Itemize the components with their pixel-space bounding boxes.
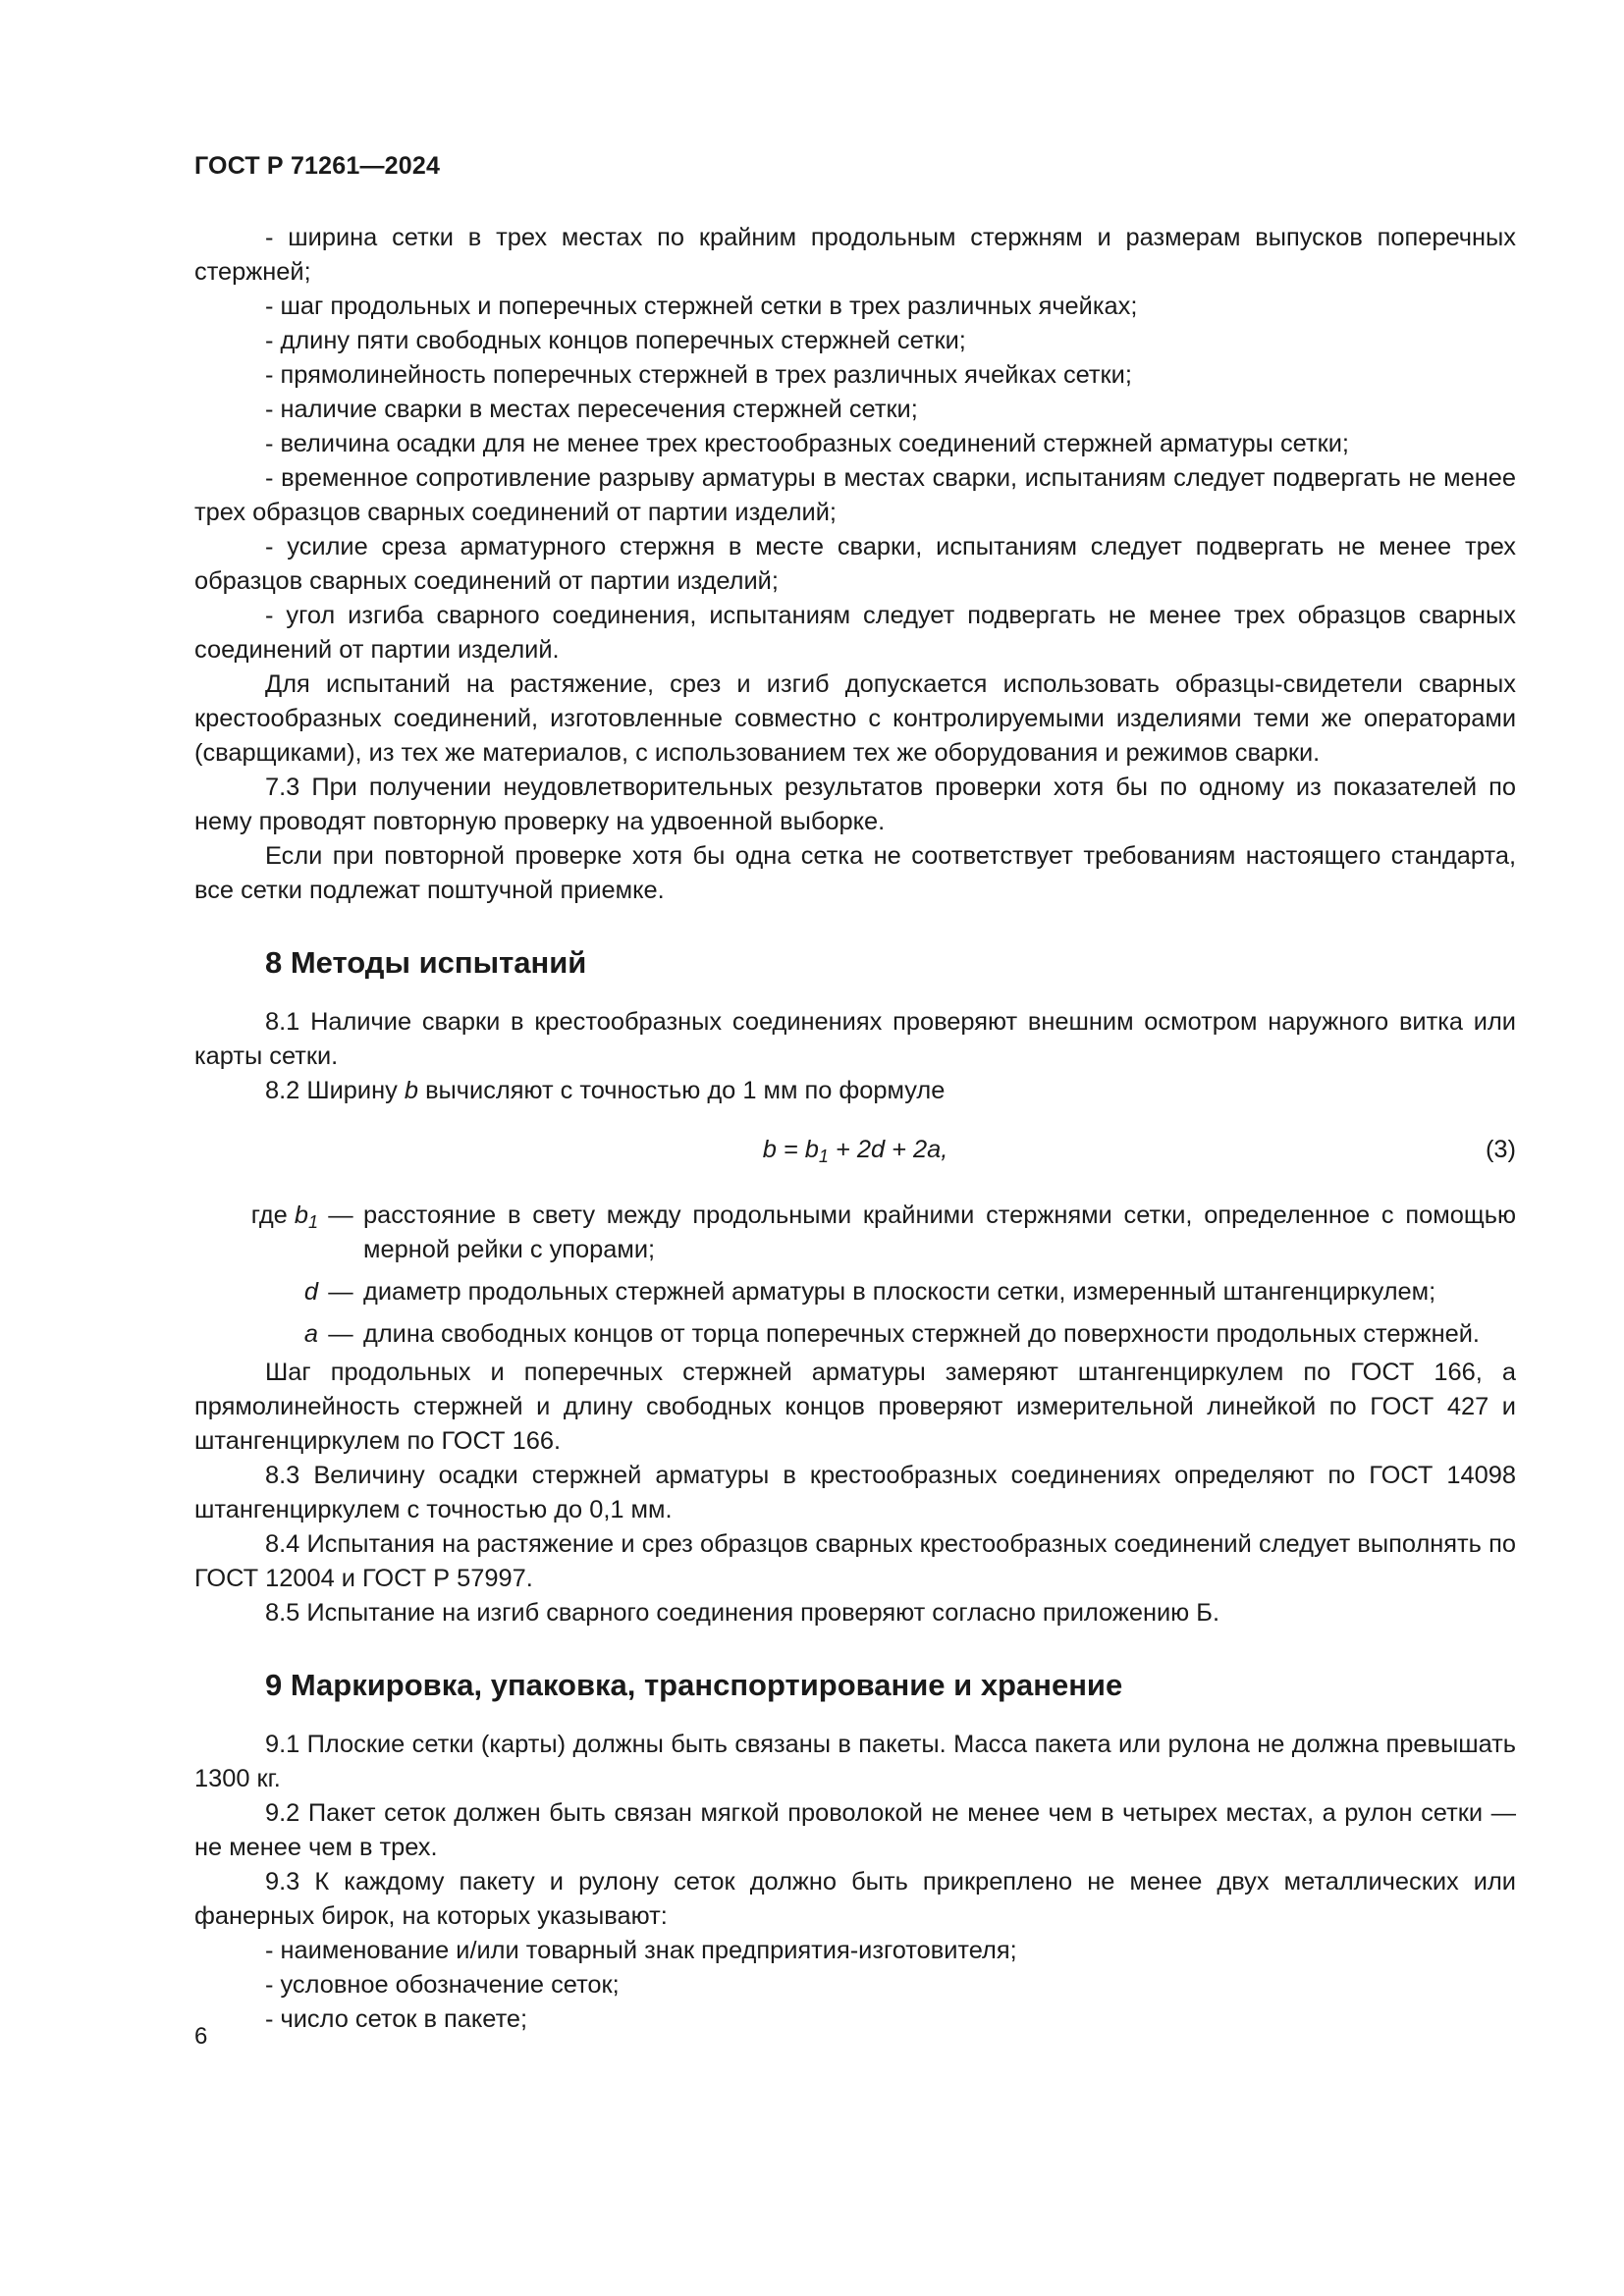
list-item: - прямолинейность поперечных стержней в трех различных ячейках сетки;: [265, 361, 1132, 389]
paragraph-9-2: 9.2 Пакет сеток должен быть связан мягкой проволокой не менее чем в четырех местах, а рулон сетки — не менее чем в трех.: [194, 1799, 1516, 1861]
list-item: - наличие сварки в местах пересечения стержней сетки;: [265, 396, 918, 423]
paragraph-8-4: 8.4 Испытания на растяжение и срез образцов сварных крестообразных соединений следует выполнять по ГОСТ 12004 и ГОСТ Р 57997.: [194, 1530, 1516, 1592]
formula-expression: [194, 1133, 1516, 1174]
page-number: 6: [194, 2023, 208, 2050]
legend-row-d: [194, 1275, 1516, 1309]
section-9-heading: 9 Маркировка, упаковка, транспортирование и хранение: [265, 1668, 1123, 1702]
paragraph-9-3: 9.3 К каждому пакету и рулону сеток должно быть прикреплено не менее двух металлических или фанерных бирок, на которых указывают:: [194, 1868, 1516, 1930]
paragraph-9-1: 9.1 Плоские сетки (карты) должны быть связаны в пакеты. Масса пакета или рулона не должна превышать 1300 кг.: [194, 1731, 1516, 1792]
formula-subscript: 1: [818, 1147, 829, 1166]
document-header: ГОСТ Р 71261—2024: [194, 152, 441, 180]
legend-row-b1: [194, 1199, 1516, 1267]
legend-term: [194, 1199, 318, 1267]
paragraph-8-3: 8.3 Величину осадки стержней арматуры в крестообразных соединениях определяют по ГОСТ 14098 штангенциркулем с точностью до 0,1 мм.: [194, 1462, 1516, 1523]
list-item: - шаг продольных и поперечных стержней сетки в трех различных ячейках;: [265, 293, 1138, 320]
list-item: - величина осадки для не менее трех крестообразных соединений стержней арматуры сетки;: [265, 430, 1349, 457]
legend-symbol: d: [303, 1278, 318, 1306]
paragraph-samples: Для испытаний на растяжение, срез и изгиб допускается использовать образцы-свидетели сварных крестообразных соединений, изготовленные совместно с контролируемыми изделиями теми же операторами (сварщиками), из тех же материалов, с использованием тех же оборудования и режимов сварки.: [194, 670, 1516, 767]
legend-definition: расстояние в свету между продольными крайними стержнями сетки, определенное с помощью мерной рейки с упорами;: [363, 1201, 1516, 1263]
legend-prefix: где: [250, 1201, 295, 1229]
formula-number: (3): [1485, 1136, 1516, 1163]
formula-rhs: + 2d + 2a,: [828, 1136, 948, 1163]
legend-row-a: [194, 1317, 1516, 1352]
legend-symbol-subscript: 1: [307, 1212, 318, 1232]
paragraph-8-2-text: 8.2 Ширину b вычисляют с точностью до 1 мм по формуле: [265, 1077, 946, 1104]
legend-dash: —: [328, 1320, 353, 1348]
page-content: [194, 221, 1516, 2037]
paragraph-7-3: 7.3 При получении неудовлетворительных результатов проверки хотя бы по одному из показателей по нему проводят повторную проверку на удвоенной выборке.: [194, 774, 1516, 835]
legend-definition: длина свободных концов от торца поперечных стержней до поверхности продольных стержней.: [363, 1320, 1480, 1348]
list-item: - условное обозначение сеток;: [265, 1971, 620, 1999]
paragraph-8-1: 8.1 Наличие сварки в крестообразных соединениях проверяют внешним осмотром наружного витка или карты сетки.: [194, 1008, 1516, 1070]
paragraph-8-5: 8.5 Испытание на изгиб сварного соединения проверяют согласно приложению Б.: [265, 1599, 1219, 1627]
list-item: - ширина сетки в трех местах по крайним продольным стержням и размерам выпусков поперечных стержней;: [194, 224, 1516, 286]
list-item: - усилие среза арматурного стержня в месте сварки, испытаниям следует подвергать не менее трех образцов сварных соединений от партии изделий;: [194, 533, 1516, 595]
legend-definition: диаметр продольных стержней арматуры в плоскости сетки, измеренный штангенциркулем;: [363, 1278, 1436, 1306]
legend-term: [194, 1317, 318, 1352]
list-item: - угол изгиба сварного соединения, испытаниям следует подвергать не менее трех образцов сварных соединений от партии изделий.: [194, 602, 1516, 664]
list-item: - наименование и/или товарный знак предприятия-изготовителя;: [265, 1937, 1017, 1964]
paragraph-retest: Если при повторной проверке хотя бы одна сетка не соответствует требованиям настоящего стандарта, все сетки подлежат поштучной приемке.: [194, 842, 1516, 904]
formula-lhs: b = b: [762, 1136, 819, 1163]
formula-3: [194, 1133, 1516, 1167]
legend-dash: —: [328, 1278, 353, 1306]
legend-symbol: a: [303, 1320, 318, 1348]
legend-dash: —: [328, 1201, 353, 1229]
list-item: - временное сопротивление разрыву арматуры в местах сварки, испытаниям следует подвергать не менее трех образцов сварных соединений от партии изделий;: [194, 464, 1516, 526]
legend-term: [194, 1275, 318, 1309]
section-8-heading: 8 Методы испытаний: [265, 945, 587, 980]
legend-symbol: [294, 1201, 318, 1232]
list-item: - длину пяти свободных концов поперечных стержней сетки;: [265, 327, 966, 354]
formula-legend: [194, 1199, 1516, 1352]
paragraph-8-2: [194, 1074, 1516, 1108]
legend-symbol-letter: b: [294, 1201, 308, 1229]
paragraph-step: Шаг продольных и поперечных стержней арматуры замеряют штангенциркулем по ГОСТ 166, а прямолинейность стержней и длину свободных концов проверяют измерительной линейкой по ГОСТ 427 и штангенциркулем по ГОСТ 166.: [194, 1359, 1516, 1455]
list-item: - число сеток в пакете;: [265, 2005, 528, 2033]
